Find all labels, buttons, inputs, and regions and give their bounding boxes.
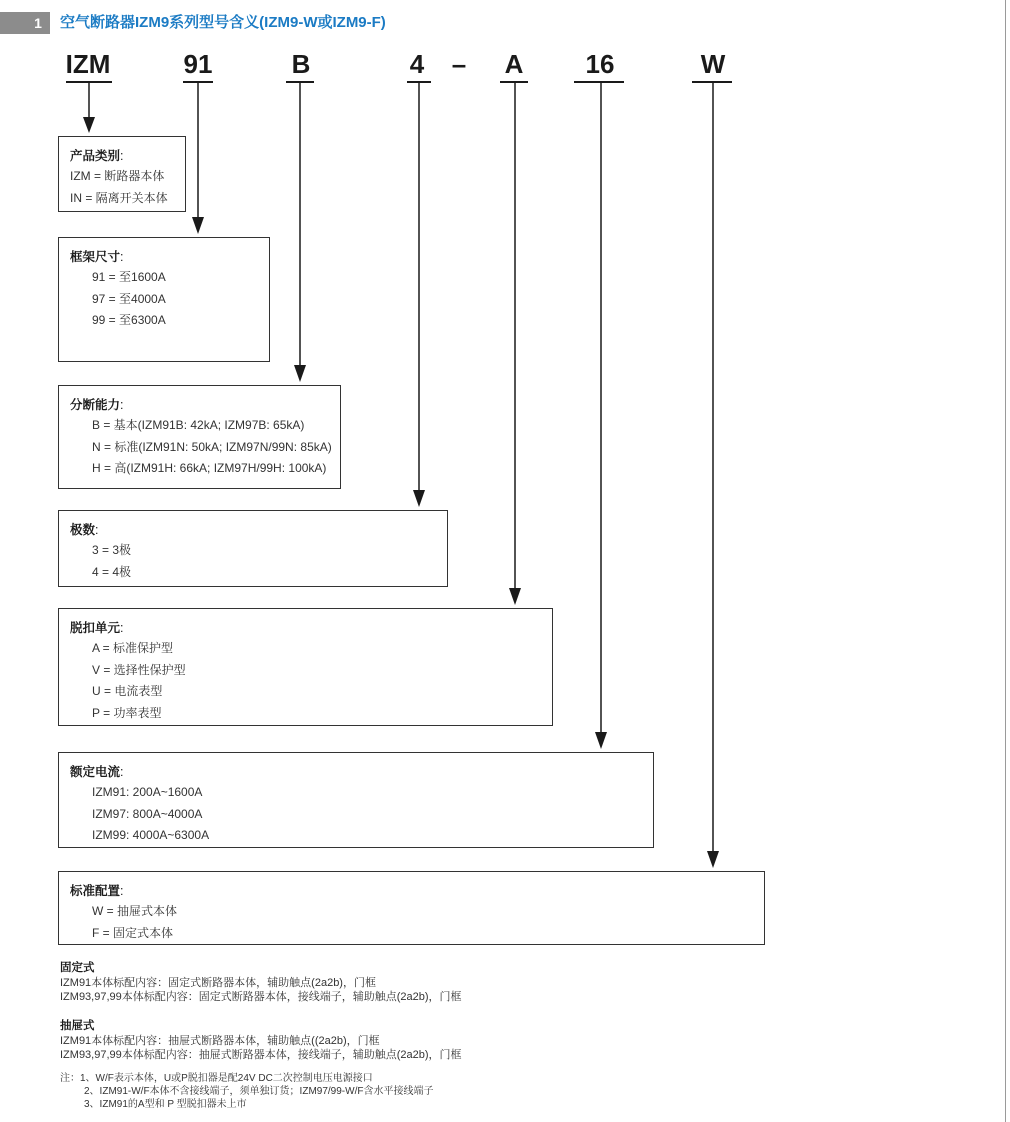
code-part-dash: – (451, 49, 467, 79)
code-part-4: 4 (409, 49, 425, 79)
notes-fixed-line: IZM93,97,99本体标配内容：固定式断路器本体，接线端子，辅助触点(2a2b)，门框 (60, 991, 462, 1003)
rated-current-option: IZM91: 200A~1600A (92, 785, 203, 799)
frame-size-option: 91 = 至1600A (92, 270, 166, 284)
frame-size-title: 框架尺寸 (70, 250, 121, 264)
code-part-izm: IZM (65, 49, 111, 79)
breaking-capacity-title: 分断能力 (70, 398, 121, 412)
box-standard-config (58, 871, 765, 945)
box-frame-size (58, 237, 270, 362)
arrowhead-breaking-capacity (294, 365, 306, 382)
box-poles (58, 510, 448, 587)
code-part-16: 16 (585, 49, 615, 79)
footnote-line: 3、IZM91的A型和 P 型脱扣器未上市 (84, 1099, 247, 1110)
notes-drawout-title: 抽屉式 (60, 1020, 95, 1032)
code-part-a: A (504, 49, 524, 79)
notes-drawout-line: IZM93,97,99本体标配内容：抽屉式断路器本体，接线端子，辅助触点(2a2b)，门框 (60, 1049, 462, 1061)
footnote-line: 注：1、W/F表示本体，U或P脱扣器是配24V DC二次控制电压电源接口 (60, 1073, 373, 1084)
trip-unit-option: V = 选择性保护型 (92, 662, 186, 677)
arrowhead-standard-config (707, 851, 719, 868)
arrowhead-poles (413, 490, 425, 507)
box-rated-current (58, 752, 654, 848)
arrowhead-rated-current (595, 732, 607, 749)
poles-option: 4 = 4极 (92, 564, 132, 579)
arrowhead-frame-size (192, 217, 204, 234)
product-type-option: IZM = 断路器本体 (70, 169, 165, 183)
poles-option: 3 = 3极 (92, 543, 132, 557)
box-trip-unit (58, 608, 553, 726)
poles-title: 极数 (70, 523, 96, 537)
product-type-colon: : (120, 149, 124, 163)
code-part-b: B (291, 49, 311, 79)
trip-unit-colon: : (120, 621, 124, 635)
footnote-line: 2、IZM91-W/F本体不含接线端子，须单独订货；IZM97/99-W/F含水平接线端子 (84, 1086, 434, 1097)
notes-drawout-line: IZM91本体标配内容：抽屉式断路器本体，辅助触点((2a2b)，门框 (60, 1034, 380, 1047)
trip-unit-option: P = 功率表型 (92, 705, 162, 720)
rated-current-option: IZM97: 800A~4000A (92, 806, 203, 821)
breaking-capacity-option: H = 高(IZM91H: 66kA; IZM97H/99H: 100kA) (92, 461, 327, 475)
standard-config-option: F = 固定式本体 (92, 925, 174, 940)
rated-current-option: IZM99: 4000A~6300A (92, 828, 210, 842)
product-type-option: IN = 隔离开关本体 (70, 190, 168, 205)
standard-config-colon: : (120, 884, 124, 898)
section-title: 空气断路器IZM9系列型号含义(IZM9-W或IZM9-F) (60, 14, 386, 31)
trip-unit-title: 脱扣单元 (70, 621, 121, 635)
breaking-capacity-option: N = 标准(IZM91N: 50kA; IZM97N/99N: 85kA) (92, 439, 332, 454)
notes-fixed-title: 固定式 (60, 962, 95, 974)
frame-size-colon: : (120, 250, 124, 264)
notes-drawout (60, 1019, 462, 1063)
code-part-w: W (700, 49, 726, 79)
footnotes (60, 1072, 433, 1111)
trip-unit-option: U = 电流表型 (92, 684, 163, 698)
rated-current-colon: : (120, 765, 124, 779)
poles-colon: : (95, 523, 99, 537)
frame-size-option: 97 = 至4000A (92, 291, 166, 306)
notes-fixed-line: IZM91本体标配内容：固定式断路器本体，辅助触点(2a2b)，门框 (60, 976, 376, 989)
section-number: 1 (34, 15, 42, 31)
box-breaking-capacity (58, 385, 341, 489)
notes-fixed (60, 961, 462, 1005)
standard-config-option: W = 抽屉式本体 (92, 904, 178, 918)
breaking-capacity-option: B = 基本(IZM91B: 42kA; IZM97B: 65kA) (92, 418, 305, 432)
frame-size-option: 99 = 至6300A (92, 313, 166, 327)
arrowhead-trip-unit (509, 588, 521, 605)
breaking-capacity-colon: : (120, 398, 124, 412)
arrowhead-product-type (83, 117, 95, 133)
trip-unit-option: A = 标准保护型 (92, 641, 174, 655)
standard-config-title: 标准配置 (70, 884, 121, 898)
code-part-91: 91 (183, 49, 213, 79)
product-type-title: 产品类别 (70, 149, 121, 163)
box-product-type (58, 136, 186, 212)
rated-current-title: 额定电流 (70, 765, 121, 779)
